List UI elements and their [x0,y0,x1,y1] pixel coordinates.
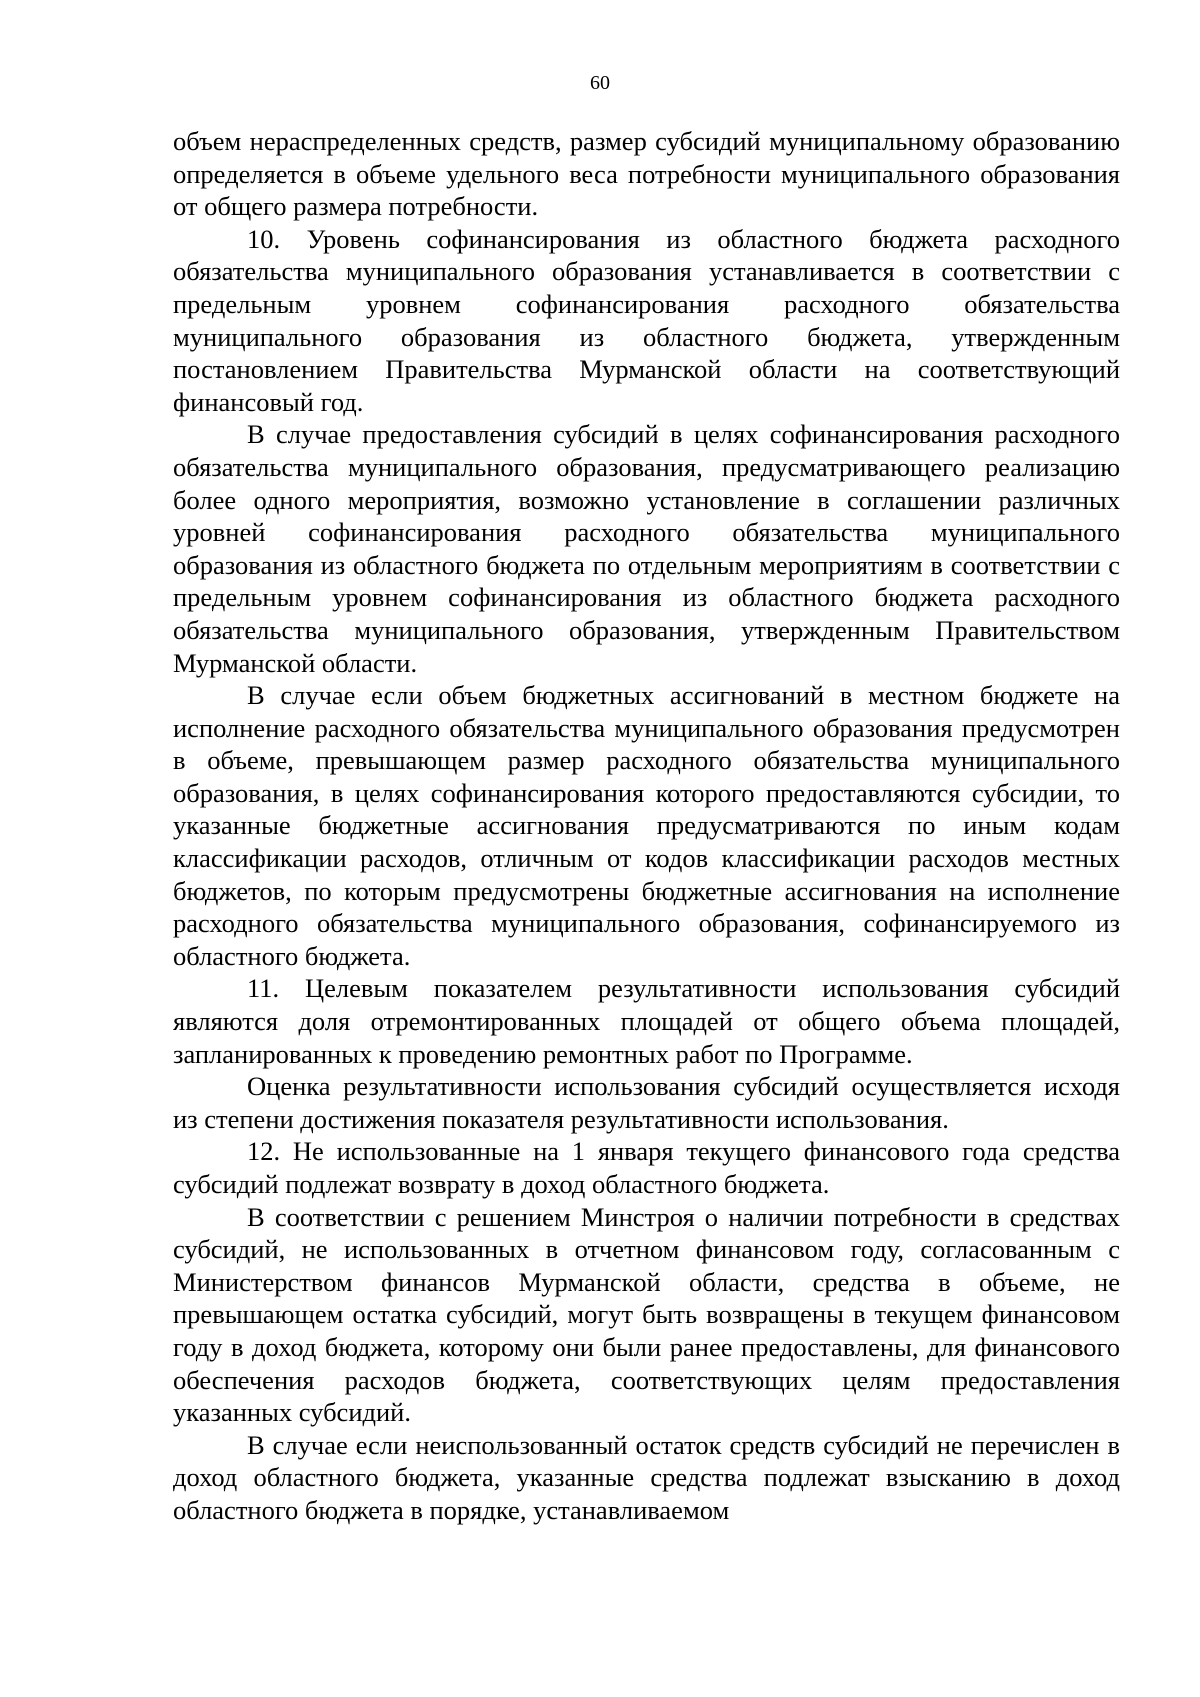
paragraph: В случае если неиспользованный остаток средств субсидий не перечислен в доход областного бюджета, указанные средства подлежат взысканию в доход областного бюджета в порядке, устанавливаемом [173,1429,1120,1525]
paragraph-continuation: объем нераспределенных средств, размер субсидий муниципальному образованию определяется в объеме удельного веса потребности муниципального образования от общего размера потребности. [173,126,1120,222]
page-number: 60 [590,72,610,94]
paragraph: В случае если объем бюджетных ассигнований в местном бюджете на исполнение расходного обязательства муниципального образования предусмотрен в объеме, превышающем размер расходного обязательства муниципального образования, в целях софинансирования которого предоставляются субсидии, то указанные бюджетные ассигнования предусматриваются по иным кодам классификации расходов, отличным от кодов классификации расходов местных бюджетов, по которым предусмотрены бюджетные ассигнования на исполнение расходного обязательства муниципального образования, софинансируемого из областного бюджета. [173,680,1120,971]
paragraph-item-12: 12. Не использованные на 1 января текущего финансового года средства субсидий подлежат возврату в доход областного бюджета. [173,1136,1120,1199]
paragraph: Оценка результативности использования субсидий осуществляется исходя из степени достижения показателя результативности использования. [173,1071,1120,1134]
paragraph-item-10: 10. Уровень софинансирования из областного бюджета расходного обязательства муниципального образования устанавливается в соответствии с предельным уровнем софинансирования расходного обязательства муниципального образования из областного бюджета, утвержденным постановлением Правительства Мурманской области на соответствующий финансовый год. [173,223,1120,417]
document-body [173,125,1120,1527]
paragraph-item-11: 11. Целевым показателем результативности использования субсидий являются доля отремонтированных площадей от общего объема площадей, запланированных к проведению ремонтных работ по Программе. [173,973,1120,1069]
paragraph: В случае предоставления субсидий в целях софинансирования расходного обязательства муниципального образования, предусматривающего реализацию более одного мероприятия, возможно установление в соглашении различных уровней софинансирования расходного обязательства муниципального образования из областного бюджета по отдельным мероприятиям в соответствии с предельным уровнем софинансирования из областного бюджета расходного обязательства муниципального образования, утвержденным Правительством Мурманской области. [173,419,1120,678]
paragraph: В соответствии с решением Минстроя о наличии потребности в средствах субсидий, не использованных в отчетном финансовом году, согласованным с Министерством финансов Мурманской области, средства в объеме, не превышающем остатка субсидий, могут быть возвращены в текущем финансовом году в доход бюджета, которому они были ранее предоставлены, для финансового обеспечения расходов бюджета, соответствующих целям предоставления указанных субсидий. [173,1201,1120,1428]
